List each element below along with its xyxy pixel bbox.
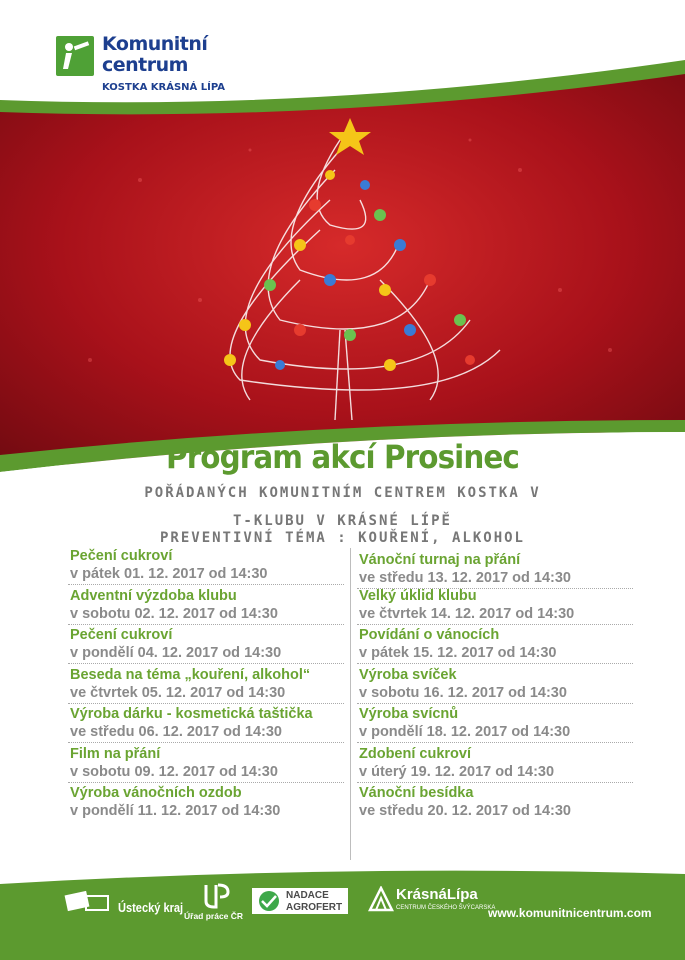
website-link[interactable]: www.komunitnicentrum.com [488,906,652,920]
partner-nadace-line1: NADACE [286,890,329,901]
event-item [68,746,348,786]
event-divider [68,584,344,585]
event-date: v pátek 15. 12. 2017 od 14:30 [359,645,557,661]
event-item [68,667,348,707]
subtitle-line3: PREVENTIVNÍ TÉMA : KOUŘENÍ, ALKOHOL [159,530,525,546]
event-title: Výroba vánočních ozdob [70,785,242,801]
event-divider [357,624,633,625]
event-title: Výroba svíček [359,666,457,683]
event-date: v sobotu 09. 12. 2017 od 14:30 [70,763,278,780]
event-divider [357,703,633,704]
partner-ustecky-kraj: Ústecký kraj [118,900,184,915]
logo-mark-icon [56,36,94,76]
event-title: Výroba dárku - kosmetická taštička [70,706,313,722]
events-left-column [68,548,348,825]
event-divider [357,742,633,743]
event-title: Pečení cukroví [70,627,173,643]
subtitle-line1: POŘÁDANÝCH KOMUNITNÍM CENTREM KOSTKA V [144,485,541,501]
event-item [68,548,348,588]
event-title: Vánoční besídka [359,785,474,801]
event-item [357,785,637,825]
event-title: Pečení cukroví [70,548,173,564]
event-divider [68,782,344,783]
event-date: v úterý 19. 12. 2017 od 14:30 [359,763,555,780]
urad-prace-logo-icon [200,883,230,909]
event-title: Zdobení cukroví [359,745,471,762]
event-divider [357,782,633,783]
events-right-column [357,548,637,825]
event-date: ve čtvrtek 14. 12. 2017 od 14:30 [359,605,575,622]
event-item [357,746,637,786]
event-divider [357,663,633,664]
event-date: v sobotu 02. 12. 2017 od 14:30 [70,605,278,622]
partner-nadace-line2: AGROFERT [286,902,343,913]
partner-krasna-lipa-sub: CENTRUM ČESKÉHO ŠVÝCARSKA [396,905,496,911]
ustecky-kraj-logo-icon [64,890,114,914]
event-item [357,667,637,707]
subtitle-line2: T-KLUBU V KRÁSNÉ LÍPĚ [232,513,452,529]
logo-title-line2: centrum [102,54,188,76]
event-date: v pondělí 04. 12. 2017 od 14:30 [70,645,282,661]
event-title: Vánoční turnaj na přání [359,552,521,568]
event-date: v sobotu 16. 12. 2017 od 14:30 [359,684,567,701]
event-title: Výroba svícnů [359,706,459,722]
partner-krasna-lipa: KrásnáLípa [396,886,478,903]
event-date: ve středu 13. 12. 2017 od 14:30 [359,570,571,586]
event-divider [68,624,344,625]
event-title: Velký úklid klubu [359,587,477,604]
event-item [68,706,348,746]
event-date: ve středu 20. 12. 2017 od 14:30 [359,803,571,819]
logo-title-line1: Komunitní [102,33,208,55]
event-item [68,785,348,825]
logo-subtitle: KOSTKA KRÁSNÁ LÍPA [102,82,226,93]
event-divider [68,663,344,664]
event-date: ve čtvrtek 05. 12. 2017 od 14:30 [70,684,286,701]
krasna-lipa-logo-icon [368,886,394,912]
event-date: v pondělí 11. 12. 2017 od 14:30 [70,803,281,819]
event-item [357,588,637,628]
event-date: v pátek 01. 12. 2017 od 14:30 [70,566,268,582]
event-item [357,706,637,746]
event-divider [68,703,344,704]
partner-urad-prace: Úřad práce ČR [184,911,244,921]
event-title: Povídání o vánocích [359,627,500,643]
event-date: v pondělí 18. 12. 2017 od 14:30 [359,724,571,740]
column-divider [350,548,351,860]
event-title: Beseda na téma „kouření, alkohol“ [70,666,311,683]
event-item [357,627,637,667]
event-title: Film na přání [70,745,161,762]
event-item [357,552,637,592]
event-title: Adventní výzdoba klubu [70,587,237,604]
event-date: ve středu 06. 12. 2017 od 14:30 [70,724,282,740]
event-item [68,627,348,667]
nadace-agrofert-icon [255,890,283,912]
event-item [68,588,348,628]
page-title: Program akcí Prosinec [166,438,519,476]
event-divider [68,742,344,743]
